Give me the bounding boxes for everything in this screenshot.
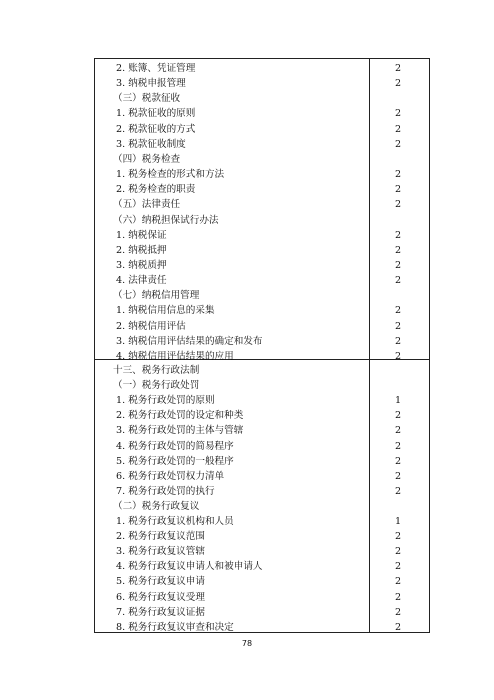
row-topic: 2. 税款征收的方式 [116,123,196,135]
table-row [94,61,429,76]
row-topic: 3. 税务行政复议管辖 [116,546,205,558]
row-topic: 2. 账簿、凭证管理 [116,63,196,74]
table-row [94,213,429,228]
row-topic: 3. 纳税申报管理 [116,78,186,90]
page-number: 78 [241,639,253,648]
row-topic: 5. 税务行政处罚的一般程序 [116,455,234,467]
row-topic: 4. 税务行政复议申请人和被申请人 [116,561,263,573]
table-row [94,469,429,484]
row-topic: 2. 纳税抵押 [116,244,167,256]
row-level: 2 [394,78,402,90]
row-topic: 5. 税务行政复议申请 [116,576,205,588]
table-row [94,378,429,393]
row-level: 2 [394,425,402,437]
row-level: 2 [394,123,402,135]
table-row [94,167,429,182]
table-row [94,152,429,167]
row-level: 1 [394,516,402,527]
row-level: 2 [394,320,402,332]
row-topic: （一）税务行政处罚 [113,380,200,392]
table-row [94,514,429,529]
row-topic: 十三、税务行政法制 [113,365,200,376]
row-topic: 2. 税务检查的职责 [116,184,196,196]
table-row [94,319,429,334]
row-topic: 4. 纳税信用评估结果的应用 [116,350,234,362]
table-row [94,303,429,318]
row-level: 2 [394,169,402,181]
table-row [94,620,429,635]
table-row [94,182,429,197]
row-level: 2 [394,305,402,317]
row-level: 2 [394,184,402,196]
row-topic: （六）纳税担保试行办法 [113,214,219,226]
table-row [94,137,429,152]
row-level: 1 [394,395,402,407]
row-level: 2 [394,244,402,256]
row-level: 2 [394,350,402,362]
row-topic: 4. 税务行政处罚的简易程序 [116,440,234,452]
table-row [94,334,429,349]
row-level: 2 [394,440,402,452]
row-topic: 1. 纳税信用信息的采集 [116,305,215,317]
row-topic: 1. 税务检查的形式和方法 [116,169,225,181]
table-row [94,91,429,106]
row-topic: 3. 税务行政处罚的主体与管辖 [116,425,244,437]
table-row [94,393,429,408]
table-row [94,439,429,454]
row-topic: 1. 税款征收的原则 [116,108,196,120]
row-topic: 6. 税务行政处罚权力清单 [116,470,225,482]
row-topic: 3. 纳税信用评估结果的确定和发布 [116,335,263,347]
row-level: 2 [394,485,402,497]
row-topic: 7. 税务行政处罚的执行 [116,485,215,497]
row-level: 2 [394,591,402,603]
row-topic: 1. 税务行政处罚的原则 [116,395,215,407]
table-row [94,106,429,121]
row-topic: 2. 税务行政处罚的设定和种类 [116,410,244,422]
row-level: 2 [394,410,402,422]
row-level: 2 [394,63,402,74]
row-topic: 6. 税务行政复议受理 [116,591,205,603]
row-topic: 8. 税务行政复议审查和决定 [116,621,234,633]
table-row [94,544,429,559]
table-row [94,349,429,364]
table-row [94,590,429,605]
table-row [94,574,429,589]
table-row [94,454,429,469]
table-row [94,76,429,91]
table-row [94,499,429,514]
table-row [94,484,429,499]
row-level: 2 [394,455,402,467]
row-level: 2 [394,199,402,211]
table-row [94,423,429,438]
table-row [94,605,429,620]
table-row [94,122,429,137]
row-level: 2 [394,108,402,120]
table-row [94,408,429,423]
row-topic: （七）纳税信用管理 [113,290,200,302]
table-row [94,288,429,303]
row-level: 2 [394,561,402,573]
row-level: 2 [394,275,402,287]
row-topic: 7. 税务行政复议证据 [116,606,205,618]
table-row [94,273,429,288]
table-row [94,529,429,544]
row-topic: （二）税务行政复议 [113,500,200,512]
row-topic: 4. 法律责任 [116,275,167,287]
row-level: 2 [394,621,402,633]
row-level: 2 [394,606,402,618]
row-level: 2 [394,470,402,482]
row-level: 2 [394,576,402,588]
table-row [94,197,429,212]
row-topic: （三）税款征收 [113,93,181,105]
table-row [94,228,429,243]
row-level: 2 [394,546,402,558]
row-level: 2 [394,259,402,271]
row-level: 2 [394,531,402,543]
row-topic: 3. 纳税质押 [116,259,167,271]
table-top-border [94,58,429,59]
row-topic: （四）税务检查 [113,153,181,165]
row-level: 2 [394,229,402,241]
row-topic: 1. 税务行政复议机构和人员 [116,516,234,527]
table-row [94,363,429,378]
row-level: 2 [394,335,402,347]
row-topic: （五）法律责任 [113,199,181,211]
table-row [94,243,429,258]
row-level: 2 [394,138,402,150]
table-row [94,258,429,273]
row-topic: 2. 纳税信用评估 [116,320,186,332]
row-topic: 2. 税务行政复议范围 [116,531,205,543]
row-topic: 3. 税款征收制度 [116,138,186,150]
row-topic: 1. 纳税保证 [116,229,167,241]
table-row [94,559,429,574]
